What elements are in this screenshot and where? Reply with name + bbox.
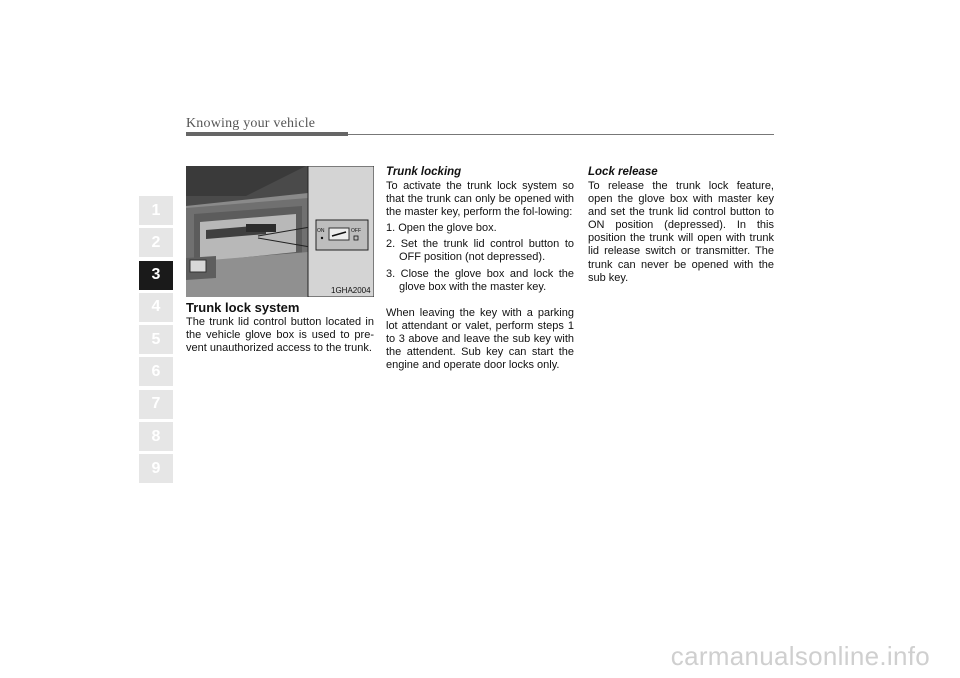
subheading-lock-release: Lock release [588, 166, 658, 178]
section-heading: Trunk lock system [186, 300, 300, 315]
switch-off-label: OFF [351, 228, 361, 234]
step-item: 3. Close the glove box and lock the glove box with the master key. [386, 267, 574, 293]
header-rule-accent [186, 132, 348, 136]
step-item: 2. Set the trunk lid control button to OFF position (not depressed). [386, 238, 574, 264]
step-item: 1. Open the glove box. [386, 222, 497, 235]
switch-on-label: ON [317, 228, 325, 234]
left-column [186, 301, 374, 355]
chapter-tab-8[interactable]: 8 [139, 422, 173, 451]
steps-list [386, 222, 574, 293]
intro-text: To activate the trunk lock system so that the trunk can only be opened with the master key, perform the fol-lowing: [386, 180, 574, 219]
chapter-tab-4[interactable]: 4 [139, 293, 173, 322]
chapter-tab-1[interactable]: 1 [139, 196, 173, 225]
body-text: The trunk lid control button located in the vehicle glove box is used to pre-vent unauthorized access to the trunk. [186, 316, 374, 355]
watermark-link[interactable]: carmanualsonline.info [670, 641, 930, 671]
chapter-tab-5[interactable]: 5 [139, 325, 173, 354]
valet-note: When leaving the key with a parking lot attendant or valet, perform steps 1 to 3 above and leave the sub key with the attendent. Sub key can start the engine and operate door locks only. [386, 306, 574, 372]
figure-code: 1GHA2004 [331, 286, 371, 295]
lock-release-text: To release the trunk lock feature, open the glove box with master key and set the trunk lid control button to ON position (depressed). In this position the trunk will open with trunk lid release switch or transmitter. The trunk can never be opened with the sub key. [588, 180, 774, 284]
chapter-tab-6[interactable]: 6 [139, 357, 173, 386]
chapter-tab-7[interactable]: 7 [139, 390, 173, 419]
chapter-tab-2[interactable]: 2 [139, 228, 173, 257]
header-title: Knowing your vehicle [186, 116, 316, 131]
subheading-trunk-locking: Trunk locking [386, 166, 462, 178]
chapter-tabs [139, 196, 173, 487]
right-column [588, 166, 774, 285]
glove-box-photo [186, 166, 374, 297]
chapter-tab-3[interactable]: 3 [139, 261, 173, 290]
middle-column [386, 166, 574, 372]
chapter-tab-9[interactable]: 9 [139, 454, 173, 483]
